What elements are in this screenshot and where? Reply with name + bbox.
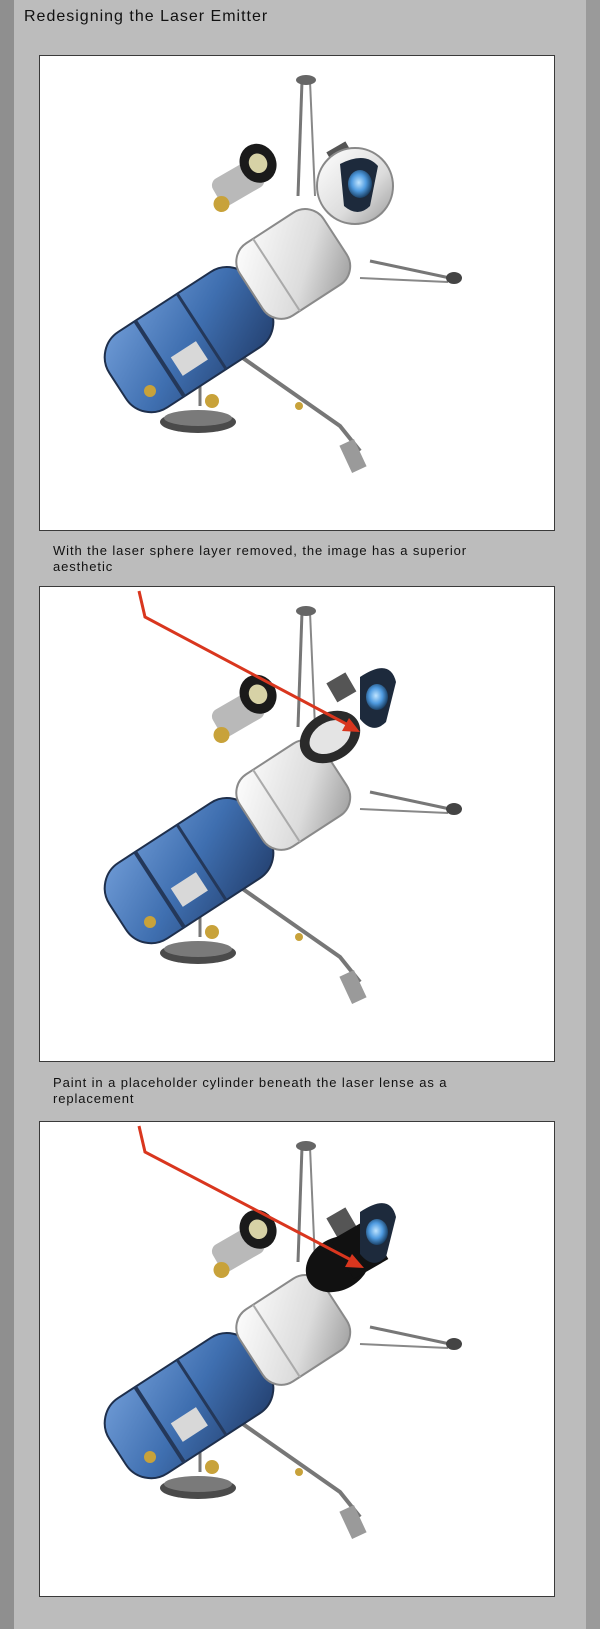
image-panel-original <box>39 55 555 531</box>
page-title: Redesigning the Laser Emitter <box>24 8 269 25</box>
satellite-illustration <box>40 1122 555 1597</box>
satellite-illustration <box>40 56 555 531</box>
caption-step-1: With the laser sphere layer removed, the image has a superior aesthetic <box>53 543 468 574</box>
caption-step-2: Paint in a placeholder cylinder beneath the laser lense as a replacement <box>53 1075 448 1106</box>
image-panel-placeholder-cylinder <box>39 1121 555 1597</box>
image-panel-sphere-removed <box>39 586 555 1062</box>
satellite-illustration <box>40 587 555 1062</box>
page-edge <box>586 0 600 1629</box>
document-page <box>14 0 586 1629</box>
